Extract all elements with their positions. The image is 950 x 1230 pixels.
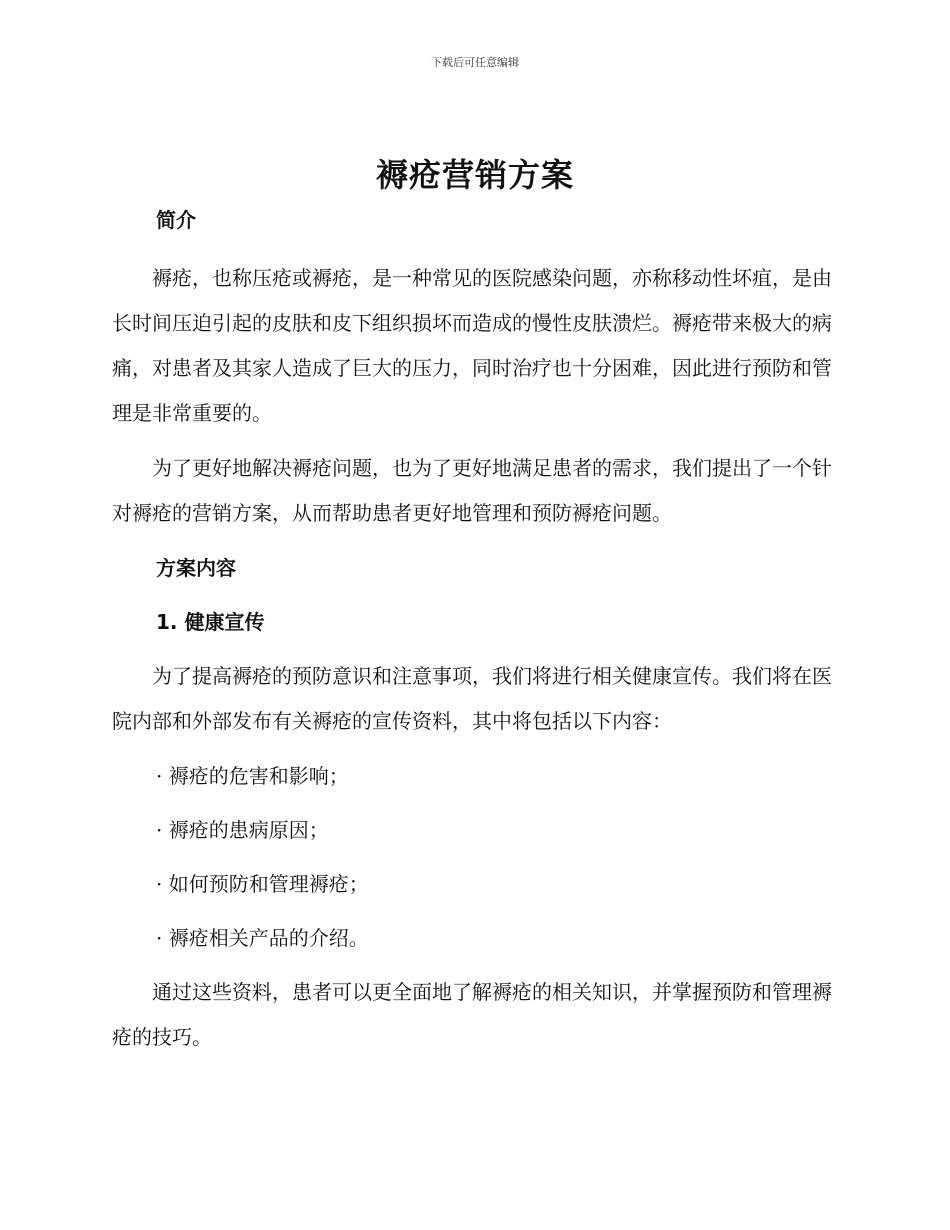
intro-paragraph-1: 褥疮，也称压疮或褥疮，是一种常见的医院感染问题，亦称移动性坏疽，是由长时间压迫引起的皮肤和皮下组织损坏而造成的慢性皮肤溃烂。褥疮带来极大的病痛，对患者及其家人造成了巨大的压力，同时治疗也十分困难，因此进行预防和管理是非常重要的。 xyxy=(112,266,832,425)
health-promotion-paragraph-1: 为了提高褥疮的预防意识和注意事项，我们将进行相关健康宣传。我们将在医院内部和外部发布有关褥疮的宣传资料，其中将包括以下内容： xyxy=(112,664,832,733)
list-item: · 褥疮的危害和影响； xyxy=(156,764,349,788)
section-heading-plan: 方案内容 xyxy=(156,556,236,580)
subsection-heading-health-promotion: 1. 健康宣传 xyxy=(156,610,265,634)
section-heading-intro: 简介 xyxy=(156,208,196,232)
document-title: 褥疮营销方案 xyxy=(375,156,574,194)
document-body xyxy=(112,202,832,1060)
intro-paragraph-2: 为了更好地解决褥疮问题，也为了更好地满足患者的需求，我们提出了一个针对褥疮的营销方案，从而帮助患者更好地管理和预防褥疮问题。 xyxy=(112,456,832,525)
list-item: · 褥疮的患病原因； xyxy=(156,818,329,842)
list-item: · 如何预防和管理褥疮； xyxy=(156,872,369,896)
health-promotion-paragraph-2: 通过这些资料，患者可以更全面地了解褥疮的相关知识，并掌握预防和管理褥疮的技巧。 xyxy=(112,980,832,1049)
list-item: · 褥疮相关产品的介绍。 xyxy=(156,926,369,950)
header-note: 下载后可任意编辑 xyxy=(431,56,519,69)
